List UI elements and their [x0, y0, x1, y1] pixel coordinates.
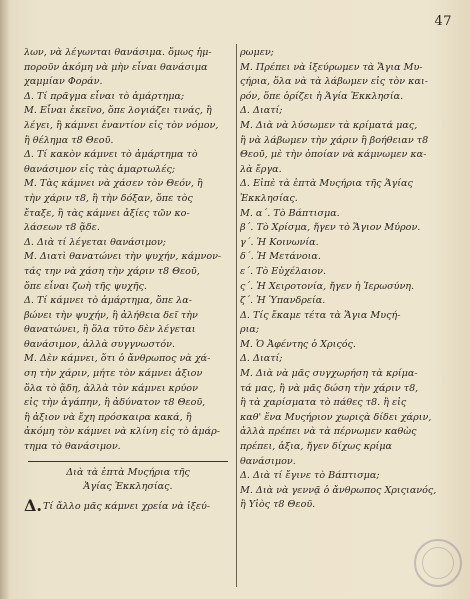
text-line: Δ. Εἰπὲ τὰ ἑπτὰ Μυςήρια τῆς Ἁγίας [240, 178, 413, 190]
text-line: Μ. Τὰς κάμνει νὰ χάσεν τὸν Θεόν, ἢ [24, 178, 203, 190]
text-line: Μ. Διατὶ θανατώνει τὴν ψυχήν, κάμνον- [24, 251, 222, 263]
text-line [24, 499, 232, 515]
text-line: ση τὴν χάριν, μήτε τὸν κάμνει ἀξιον [24, 368, 203, 380]
text-line: θανατώνει, ἢ ὅλα τῦτο δὲν λέγεται [24, 324, 196, 336]
text-line: ἢ ἀξιον νὰ ἔχη πρόσκαιρα κακά, ἢ [24, 411, 192, 423]
text-line: λέγει, ἢ κάμνει ἐναντίον εἰς τὸν νόμον, [24, 119, 219, 131]
text-line: ἢ θέλημα τ8 Θεοῦ. [24, 134, 114, 146]
text-line: ςήρια, ὅλα νὰ τὰ λάβωμεν εἰς τὸν και- [240, 76, 428, 88]
text-line: ἀκόμη τὸν κάμνει νὰ κλίνη εἰς τὸ ἁμάρ- [24, 426, 221, 438]
text-line: ἢ Υἱὸς τ8 Θεοῦ. [240, 499, 316, 511]
text-fragment: Τί ἄλλο μᾶς κάμνει χρεία νὰ ἰξεύ- [42, 500, 211, 512]
section-heading: Ἁγίας Ἐκκλησίας. [83, 481, 173, 493]
column-divider [236, 44, 237, 587]
text-line: δ΄. Ἡ Μετάνοια. [240, 251, 321, 263]
text-line: ἔταξε, ἢ τὰς κάμνει ἀξίες τῶν κο- [24, 207, 190, 219]
library-stamp-icon [414, 539, 462, 587]
text-line: Μ. α΄. Τὸ Βάπτισμα. [240, 207, 340, 219]
text-line: ὅλα τὸ ᾅδη, ἀλλὰ τὸν κάμνει κρύον [24, 382, 198, 394]
text-line: ὅπε εἶναι ζωὴ τῆς ψυχῆς. [24, 280, 147, 292]
drop-cap: Δ. [24, 498, 42, 515]
text-line: Μ. Διὰ νὰ γεννᾷ ὁ ἄνθρωπος Χριςιανός, [240, 484, 437, 496]
text-line: ε΄. Τὸ Εὐχέλαιον. [240, 265, 327, 277]
text-line: ἀλλὰ πρέπει νὰ τὰ πέρνωμεν καθὼς [240, 426, 417, 438]
text-line: ρωμεν; [240, 47, 274, 58]
text-line: θανάσιμον. [240, 455, 296, 467]
section-rule [28, 461, 228, 462]
text-line: καθ' ἕνα Μυςήριον χωριςὰ δίδει χάριν, [240, 411, 432, 423]
right-column [240, 46, 450, 513]
text-line: βώνει τὴν ψυχήν, ἢ ἀλήθεια δεῖ τὴν [24, 309, 198, 321]
text-line: χαμμίαν Φοράν. [24, 76, 103, 88]
text-line: Δ. Τί κακὸν κάμνει τὸ ἁμάρτημα τὸ [24, 149, 198, 161]
text-line: β΄. Τὸ Χρίσμα, ἤγεν τὸ Ἅγιον Μύρον. [240, 222, 421, 234]
text-line: Δ. Διὰ τί ἔγινε τὸ Βάπτισμα; [240, 470, 380, 482]
text-line: ποροῦν ἀκόμη νὰ μὴν εἶναι θανάσιμα [24, 61, 208, 73]
text-line: Θεοῦ, μὲ τὴν ὁποίαν νὰ κάμνωμεν κα- [240, 149, 427, 161]
text-line: εἰς τὴν ἀγάπην, ἢ ἀδύνατον τ8 Θεοῦ, [24, 397, 206, 409]
text-line: λάσεων τ8 ᾅδε. [24, 222, 100, 234]
text-line: Δ. Τί πρᾶγμα εἶναι τὸ ἁμάρτημα; [24, 90, 185, 102]
text-line: Μ. Διὰ νὰ μᾶς συγχωρήση τὰ κρίμα- [240, 368, 418, 380]
text-line: λων, νὰ λέγωνται θανάσιμα. ὅμως ἡμ- [24, 47, 212, 58]
text-line: τὴν χάριν τ8, ἢ τὴν δόξαν, ὅπε τὸς [24, 192, 193, 204]
text-line: Μ. Διὰ νὰ λύσωμεν τὰ κρίματά μας, [240, 119, 418, 131]
text-line: λὰ ἔργα. [240, 163, 282, 175]
text-line: ἢ τὰ χαρίσματα τὸ πάθες τ8. ἢ εἰς [240, 397, 407, 409]
text-line: Μ. Πρέπει νὰ ἰξεύρωμεν τὰ Ἅγια Μυ- [240, 61, 423, 73]
section-heading: Διὰ τὰ ἑπτὰ Μυςήρια τῆς [66, 466, 190, 478]
text-line: Δ. Διατί; [240, 105, 283, 117]
text-line: Μ. Δὲν κάμνει, ὅτι ὁ ἄνθρωπος νὰ χά- [24, 353, 211, 365]
text-line: Δ. Τίς ἔκαμε τέτα τὰ Ἅγια Μυςή- [240, 309, 401, 321]
left-column [24, 46, 232, 514]
text-line: θανάσιμον, ἀλλὰ συγγνωστόν. [24, 338, 176, 350]
text-line: Δ. Τί κάμνει τὸ ἁμάρτημα, ὅπε λα- [24, 295, 192, 307]
text-line: Δ. Διὰ τί λέγεται θανάσιμον; [24, 236, 167, 248]
text-line: πρέπει, ἀξια, ἤγεν δίχως κρίμα [240, 441, 393, 453]
page-number: 47 [434, 14, 452, 29]
text-line: Δ. Διατί; [240, 353, 283, 365]
text-line: τάς την νὰ χάση τὴν χάριν τ8 Θεοῦ, [24, 265, 200, 277]
text-line: θανάσιμον εἰς τὰς ἁμαρτωλές; [24, 163, 176, 175]
text-line: ζ΄. Ἡ Ὑπανδρεία. [240, 295, 326, 307]
text-line: τά μας, ἢ νὰ μᾶς δώση τὴν χάριν τ8, [240, 382, 419, 394]
text-line: Μ. Εἶναι ἐκεῖνο, ὅπε λογιάζει τινάς, ἢ [24, 105, 212, 117]
text-line: Ἐκκλησίας. [240, 192, 298, 204]
text-line: ἢ νὰ λάβωμεν τὴν χάριν ἢ βοήθειαν τ8 [240, 134, 429, 146]
text-line: Μ. Ὁ Ἀφέντης ὁ Χριςός. [240, 338, 356, 350]
text-line: ς΄. Ἡ Χειροτονία, ἤγεν ἡ Ἱερωσύνη. [240, 280, 415, 292]
text-line: γ΄. Ἡ Κοινωνία. [240, 236, 319, 248]
text-line: τημα τὸ θανάσιμον. [24, 441, 121, 453]
text-line: ρια; [240, 324, 260, 336]
text-line: ρόν, ὅπε ὁρίζει ἡ Ἁγία Ἐκκλησία. [240, 90, 404, 102]
